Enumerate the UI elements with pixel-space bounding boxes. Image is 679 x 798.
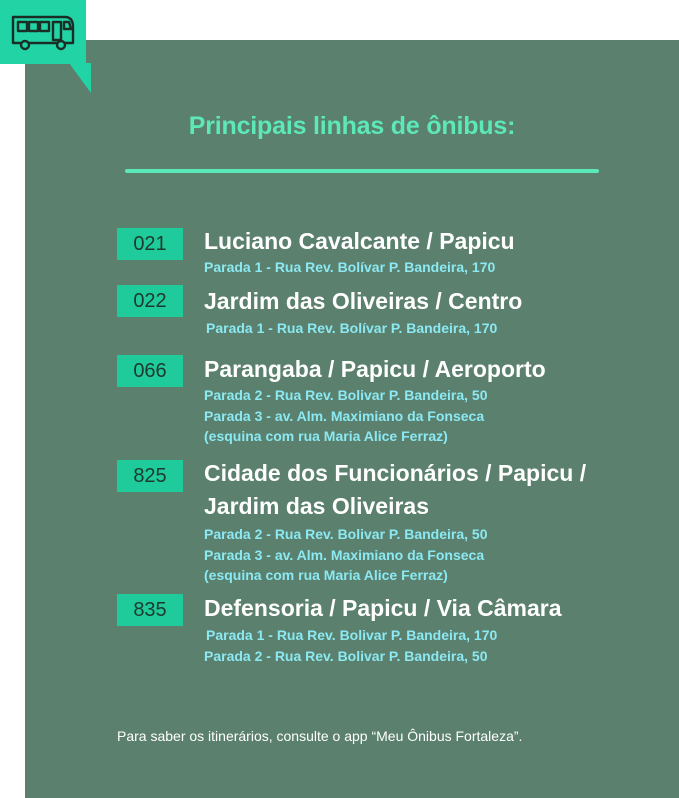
line-code-badge: 835 bbox=[117, 594, 183, 626]
line-code-badge: 825 bbox=[117, 460, 183, 492]
line-code-badge: 022 bbox=[117, 285, 183, 317]
bus-icon bbox=[9, 13, 77, 53]
line-name: Defensoria / Papicu / Via Câmara bbox=[204, 595, 562, 621]
page-title: Principais linhas de ônibus: bbox=[188, 112, 516, 140]
line-code-badge: 066 bbox=[117, 355, 183, 387]
stop-text: Parada 1 - Rua Rev. Bolívar P. Bandeira, 170 bbox=[206, 320, 498, 336]
stop-text: Parada 2 - Rua Rev. Bolivar P. Bandeira, 50 bbox=[204, 387, 488, 403]
stop-text: Parada 2 - Rua Rev. Bolivar P. Bandeira, 50 bbox=[204, 526, 488, 542]
title-divider bbox=[125, 169, 599, 173]
stop-text: Parada 1 - Rua Rev. Bolívar P. Bandeira, 170 bbox=[204, 259, 496, 275]
line-name: Parangaba / Papicu / Aeroporto bbox=[204, 356, 546, 382]
stop-text: Parada 3 - av. Alm. Maximiano da Fonseca bbox=[204, 547, 485, 563]
line-name: Luciano Cavalcante / Papicu bbox=[204, 228, 515, 254]
stop-text: (esquina com rua Maria Alice Ferraz) bbox=[204, 567, 448, 583]
stop-text: (esquina com rua Maria Alice Ferraz) bbox=[204, 428, 448, 444]
stop-text: Parada 3 - av. Alm. Maximiano da Fonseca bbox=[204, 408, 485, 424]
footer-note: Para saber os itinerários, consulte o app “Meu Ônibus Fortaleza”. bbox=[117, 728, 523, 744]
line-name: Jardim das Oliveiras / Centro bbox=[204, 288, 523, 314]
stop-text: Parada 2 - Rua Rev. Bolivar P. Bandeira, 50 bbox=[204, 648, 488, 664]
badge-tail bbox=[69, 63, 91, 93]
line-code-badge: 021 bbox=[117, 228, 183, 260]
bus-badge bbox=[0, 0, 86, 64]
line-name-continued: Jardim das Oliveiras bbox=[204, 493, 430, 519]
line-name: Cidade dos Funcionários / Papicu / bbox=[204, 460, 587, 486]
stop-text: Parada 1 - Rua Rev. Bolivar P. Bandeira, 170 bbox=[206, 627, 498, 643]
